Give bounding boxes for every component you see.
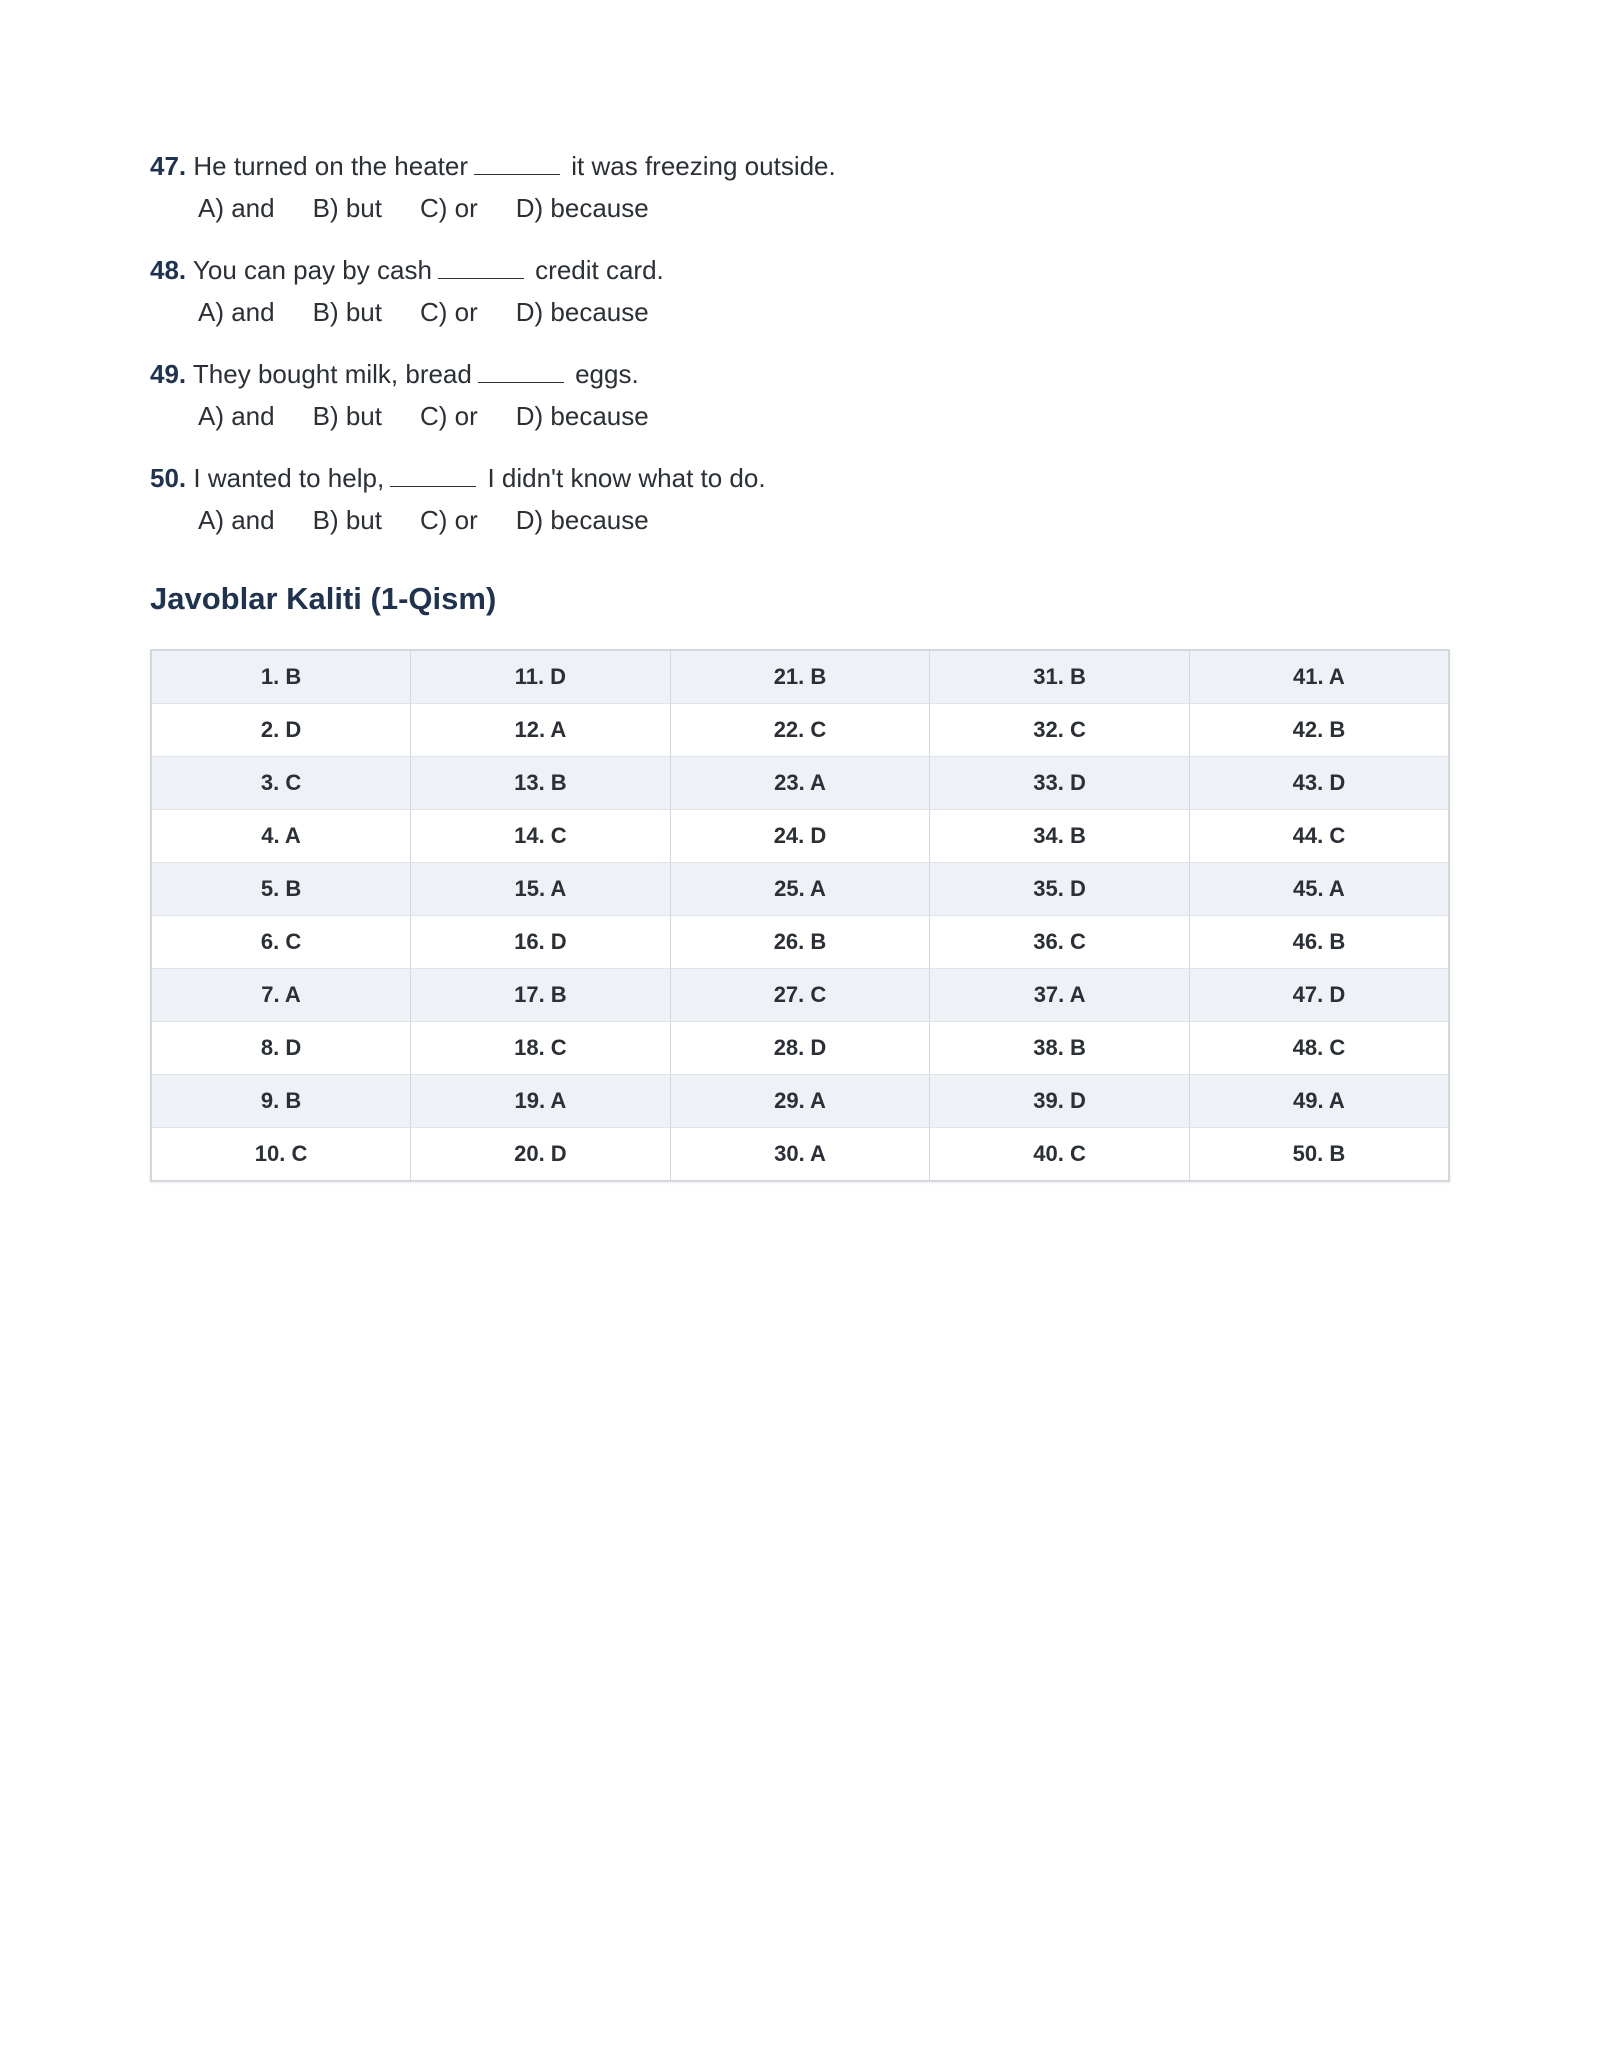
answer-cell: 16. D bbox=[411, 916, 671, 969]
answer-cell: 18. C bbox=[411, 1022, 671, 1075]
option-a: A) and bbox=[198, 297, 275, 327]
answer-cell: 10. C bbox=[151, 1128, 411, 1182]
option-c: C) or bbox=[419, 193, 478, 223]
answer-cell: 36. C bbox=[930, 916, 1190, 969]
answer-cell: 27. C bbox=[670, 969, 930, 1022]
question-stem-after: I didn't know what to do. bbox=[487, 463, 766, 493]
answer-cell: 42. B bbox=[1189, 704, 1449, 757]
answer-cell: 13. B bbox=[411, 757, 671, 810]
table-row bbox=[151, 1075, 1449, 1128]
answer-cell: 44. C bbox=[1189, 810, 1449, 863]
table-row bbox=[151, 1128, 1449, 1182]
answer-cell: 12. A bbox=[411, 704, 671, 757]
answer-key-title: Javoblar Kaliti (1-Qism) bbox=[150, 581, 497, 616]
answer-cell: 35. D bbox=[930, 863, 1190, 916]
answer-cell: 7. A bbox=[151, 969, 411, 1022]
table-row bbox=[151, 810, 1449, 863]
question-item bbox=[150, 249, 1450, 333]
question-stem-before: I wanted to help, bbox=[193, 463, 385, 493]
answer-blank bbox=[390, 462, 476, 487]
answer-key-table bbox=[150, 649, 1450, 1182]
option-c: C) or bbox=[419, 401, 478, 431]
question-stem-after: eggs. bbox=[575, 359, 639, 389]
option-a: A) and bbox=[198, 401, 275, 431]
answer-cell: 26. B bbox=[670, 916, 930, 969]
option-d: D) because bbox=[515, 193, 649, 223]
document-page bbox=[150, 145, 1450, 1182]
question-text bbox=[150, 353, 1450, 395]
answer-cell: 47. D bbox=[1189, 969, 1449, 1022]
question-number: 47. bbox=[150, 151, 187, 181]
answer-cell: 5. B bbox=[151, 863, 411, 916]
answer-key-body bbox=[151, 650, 1449, 1181]
question-text bbox=[150, 457, 1450, 499]
answer-cell: 4. A bbox=[151, 810, 411, 863]
question-text bbox=[150, 145, 1450, 187]
question-number: 48. bbox=[150, 255, 187, 285]
answer-cell: 20. D bbox=[411, 1128, 671, 1182]
option-c: C) or bbox=[419, 505, 478, 535]
answer-cell: 41. A bbox=[1189, 650, 1449, 704]
answer-cell: 29. A bbox=[670, 1075, 930, 1128]
answer-options bbox=[150, 291, 1450, 333]
option-b: B) but bbox=[312, 193, 382, 223]
answer-cell: 25. A bbox=[670, 863, 930, 916]
answer-cell: 24. D bbox=[670, 810, 930, 863]
question-stem-after: credit card. bbox=[535, 255, 664, 285]
answer-cell: 21. B bbox=[670, 650, 930, 704]
question-list bbox=[150, 145, 1450, 541]
option-b: B) but bbox=[312, 297, 382, 327]
question-stem-before: They bought milk, bread bbox=[192, 359, 472, 389]
table-row bbox=[151, 863, 1449, 916]
question-item bbox=[150, 353, 1450, 437]
answer-cell: 19. A bbox=[411, 1075, 671, 1128]
question-stem-after: it was freezing outside. bbox=[571, 151, 836, 181]
answer-cell: 45. A bbox=[1189, 863, 1449, 916]
answer-cell: 11. D bbox=[411, 650, 671, 704]
question-number: 49. bbox=[150, 359, 187, 389]
question-text bbox=[150, 249, 1450, 291]
question-stem-before: He turned on the heater bbox=[193, 151, 469, 181]
answer-cell: 15. A bbox=[411, 863, 671, 916]
answer-cell: 37. A bbox=[930, 969, 1190, 1022]
answer-cell: 50. B bbox=[1189, 1128, 1449, 1182]
answer-cell: 38. B bbox=[930, 1022, 1190, 1075]
option-b: B) but bbox=[312, 505, 382, 535]
answer-cell: 33. D bbox=[930, 757, 1190, 810]
answer-blank bbox=[474, 150, 560, 175]
answer-cell: 32. C bbox=[930, 704, 1190, 757]
answer-cell: 3. C bbox=[151, 757, 411, 810]
option-d: D) because bbox=[515, 297, 649, 327]
answer-cell: 40. C bbox=[930, 1128, 1190, 1182]
table-row bbox=[151, 969, 1449, 1022]
answer-cell: 48. C bbox=[1189, 1022, 1449, 1075]
option-b: B) but bbox=[312, 401, 382, 431]
question-stem-before: You can pay by cash bbox=[192, 255, 432, 285]
answer-cell: 2. D bbox=[151, 704, 411, 757]
option-a: A) and bbox=[198, 505, 275, 535]
answer-cell: 28. D bbox=[670, 1022, 930, 1075]
answer-blank bbox=[478, 358, 564, 383]
answer-cell: 9. B bbox=[151, 1075, 411, 1128]
table-row bbox=[151, 704, 1449, 757]
answer-cell: 39. D bbox=[930, 1075, 1190, 1128]
answer-cell: 30. A bbox=[670, 1128, 930, 1182]
answer-options bbox=[150, 395, 1450, 437]
option-d: D) because bbox=[515, 505, 649, 535]
question-number: 50. bbox=[150, 463, 187, 493]
answer-cell: 6. C bbox=[151, 916, 411, 969]
table-row bbox=[151, 1022, 1449, 1075]
table-row bbox=[151, 757, 1449, 810]
answer-cell: 49. A bbox=[1189, 1075, 1449, 1128]
option-a: A) and bbox=[198, 193, 275, 223]
answer-options bbox=[150, 499, 1450, 541]
answer-cell: 46. B bbox=[1189, 916, 1449, 969]
answer-cell: 17. B bbox=[411, 969, 671, 1022]
answer-cell: 8. D bbox=[151, 1022, 411, 1075]
option-c: C) or bbox=[419, 297, 478, 327]
question-item bbox=[150, 457, 1450, 541]
question-item bbox=[150, 145, 1450, 229]
answer-cell: 23. A bbox=[670, 757, 930, 810]
table-row bbox=[151, 916, 1449, 969]
answer-cell: 43. D bbox=[1189, 757, 1449, 810]
answer-cell: 22. C bbox=[670, 704, 930, 757]
option-d: D) because bbox=[515, 401, 649, 431]
answer-cell: 34. B bbox=[930, 810, 1190, 863]
answer-cell: 31. B bbox=[930, 650, 1190, 704]
answer-options bbox=[150, 187, 1450, 229]
answer-blank bbox=[438, 254, 524, 279]
answer-cell: 14. C bbox=[411, 810, 671, 863]
answer-cell: 1. B bbox=[151, 650, 411, 704]
table-row bbox=[151, 650, 1449, 704]
